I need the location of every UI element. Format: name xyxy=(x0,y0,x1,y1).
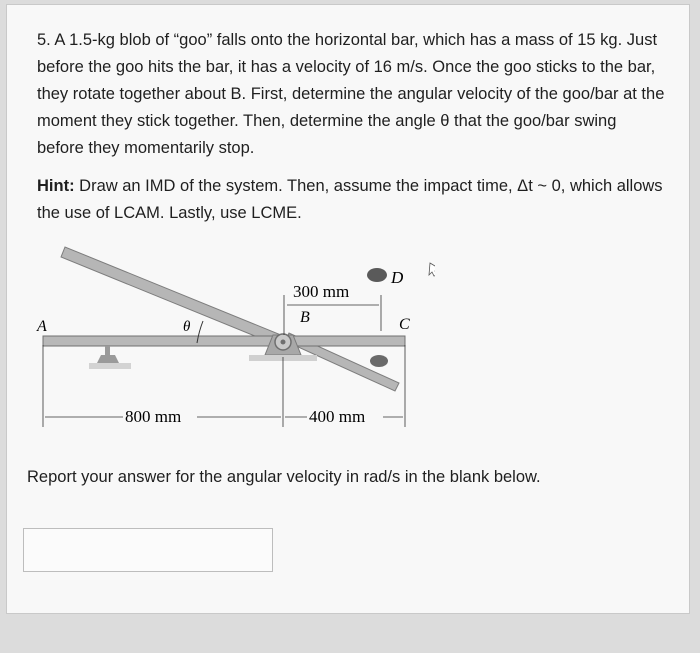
dim-300-label: 300 mm xyxy=(293,282,350,301)
label-a: A xyxy=(37,318,47,335)
question-card xyxy=(6,4,690,614)
mechanics-figure xyxy=(35,245,435,435)
label-theta: θ xyxy=(183,319,191,335)
label-c: C xyxy=(399,316,410,333)
tilted-bar-left xyxy=(61,247,281,345)
problem-statement: 5. A 1.5-kg blob of “goo” falls onto the horizontal bar, which has a mass of 15 kg. Just before the goo hits the bar, it has a velocity of 16 m/s. Once the goo sticks to the bar, they rotate together about B. First, determine the angular velocity of the goo/bar at the moment they stick together. Then, determine the angle θ that the goo/bar swing before they momentarily stop. xyxy=(37,31,665,157)
horizontal-bar xyxy=(43,336,405,346)
goo-blob-swung-icon xyxy=(370,355,388,367)
goo-blob-d-icon xyxy=(367,268,387,282)
label-d: D xyxy=(391,268,404,287)
support-a-base xyxy=(97,355,119,363)
label-b: B xyxy=(300,309,310,326)
hint-text: Draw an IMD of the system. Then, assume the impact time, Δt ~ 0, which allows the use of LCAM. Lastly, use LCME. xyxy=(37,177,663,222)
hint-paragraph xyxy=(37,173,667,227)
answer-input[interactable] xyxy=(23,528,273,572)
hint-label: Hint: xyxy=(37,177,75,195)
ground-a xyxy=(89,363,131,369)
report-instruction: Report your answer for the angular velocity in rad/s in the blank below. xyxy=(27,468,541,486)
dim-800-label: 800 mm xyxy=(125,407,182,426)
pin-b-center xyxy=(281,340,286,345)
cursor-icon xyxy=(429,263,435,276)
dim-400-label: 400 mm xyxy=(309,407,366,426)
